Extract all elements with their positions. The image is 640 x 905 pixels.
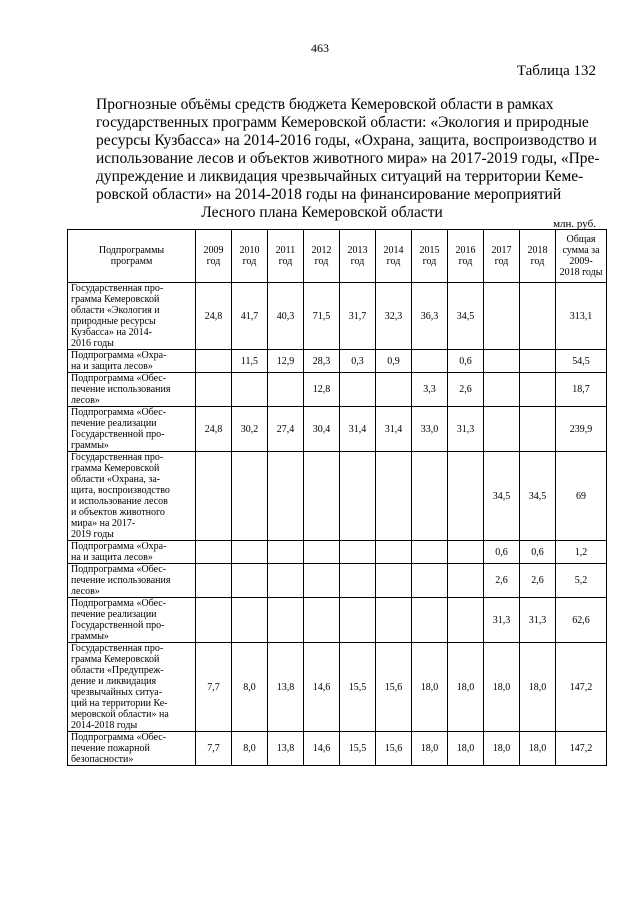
program-name-line: дение и ликвидация: [71, 676, 157, 687]
value-cell: 12,9: [268, 350, 304, 373]
program-name-line: природные ресурсы: [71, 316, 156, 327]
value-cell: [484, 283, 520, 350]
total-cell: 5,2: [556, 564, 607, 598]
value-cell: 13,8: [268, 732, 304, 766]
value-cell: 40,3: [268, 283, 304, 350]
value-cell: [340, 598, 376, 643]
total-cell: 54,5: [556, 350, 607, 373]
title-line: дупреждение и ликвидация чрезвычайных ситуаций на территории Кеме-: [96, 168, 584, 185]
value-cell: 18,0: [448, 643, 484, 732]
value-cell: [484, 373, 520, 407]
column-header-year: 2010 год: [232, 230, 268, 283]
column-header-year: 2017 год: [484, 230, 520, 283]
program-name-line: щита, воспроизводство: [71, 485, 170, 496]
program-name-cell: [68, 407, 196, 452]
value-cell: 0,6: [448, 350, 484, 373]
total-cell: 1,2: [556, 541, 607, 564]
program-name-line: граммы»: [71, 440, 109, 451]
program-name-line: грамма Кемеровской: [71, 294, 160, 305]
program-name-line: печение реализации: [71, 609, 157, 620]
program-name-line: Подпрограмма «Обес-: [71, 407, 167, 418]
value-cell: [232, 373, 268, 407]
value-cell: 8,0: [232, 643, 268, 732]
program-name-line: печение использования: [71, 384, 171, 395]
program-name-line: Подпрограмма «Охра-: [71, 541, 167, 552]
value-cell: 31,4: [340, 407, 376, 452]
program-name-line: 2014-2018 годы: [71, 720, 138, 731]
program-name-line: и использование лесов: [71, 496, 168, 507]
value-cell: [376, 598, 412, 643]
total-cell: 69: [556, 452, 607, 541]
program-name-line: граммы»: [71, 631, 109, 642]
value-cell: [520, 283, 556, 350]
column-header-year: 2014 год: [376, 230, 412, 283]
value-cell: 34,5: [520, 452, 556, 541]
value-cell: 13,8: [268, 643, 304, 732]
value-cell: 14,6: [304, 732, 340, 766]
value-cell: [376, 541, 412, 564]
value-cell: 0,6: [484, 541, 520, 564]
value-cell: [232, 452, 268, 541]
table-row: [68, 598, 607, 643]
value-cell: 31,7: [340, 283, 376, 350]
title-line: Прогнозные объёмы средств бюджета Кемеровской области в рамках: [96, 96, 554, 113]
value-cell: 30,2: [232, 407, 268, 452]
table-row: [68, 564, 607, 598]
total-cell: 18,7: [556, 373, 607, 407]
value-cell: 2,6: [448, 373, 484, 407]
value-cell: [520, 350, 556, 373]
value-cell: [340, 541, 376, 564]
value-cell: 31,3: [448, 407, 484, 452]
program-name-line: Государственная про-: [71, 643, 164, 654]
value-cell: 8,0: [232, 732, 268, 766]
program-name-cell: [68, 350, 196, 373]
program-name-line: грамма Кемеровской: [71, 463, 160, 474]
table-row: [68, 541, 607, 564]
column-header-year: 2011 год: [268, 230, 304, 283]
column-header-program: Подпрограммы программ: [68, 230, 196, 283]
program-name-line: печение реализации: [71, 418, 157, 429]
program-name-line: Государственная про-: [71, 283, 164, 294]
program-name-line: 2019 годы: [71, 529, 114, 540]
value-cell: [268, 452, 304, 541]
value-cell: 24,8: [196, 283, 232, 350]
total-cell: 147,2: [556, 732, 607, 766]
column-header-year: 2013 год: [340, 230, 376, 283]
value-cell: 33,0: [412, 407, 448, 452]
value-cell: [412, 452, 448, 541]
value-cell: 15,6: [376, 643, 412, 732]
value-cell: [196, 452, 232, 541]
value-cell: 34,5: [448, 283, 484, 350]
value-cell: [448, 541, 484, 564]
value-cell: [196, 350, 232, 373]
program-name-line: лесов»: [71, 395, 100, 406]
program-name-cell: [68, 598, 196, 643]
value-cell: 2,6: [484, 564, 520, 598]
column-header-year: 2018 год: [520, 230, 556, 283]
value-cell: 0,3: [340, 350, 376, 373]
document-title: [96, 96, 600, 222]
program-name-line: области «Предупреж-: [71, 665, 164, 676]
total-cell: 313,1: [556, 283, 607, 350]
value-cell: 2,6: [520, 564, 556, 598]
value-cell: [232, 598, 268, 643]
value-cell: [412, 541, 448, 564]
value-cell: [232, 541, 268, 564]
program-name-line: ций на территории Ке-: [71, 698, 168, 709]
program-name-line: Подпрограмма «Обес-: [71, 373, 167, 384]
program-name-line: на и защита лесов»: [71, 361, 153, 372]
program-name-line: на и защита лесов»: [71, 552, 153, 563]
value-cell: [376, 564, 412, 598]
value-cell: 71,5: [304, 283, 340, 350]
value-cell: [376, 373, 412, 407]
page-number: 463: [311, 41, 329, 55]
program-name-line: Кузбасса» на 2014-: [71, 327, 152, 338]
value-cell: [268, 598, 304, 643]
value-cell: [412, 350, 448, 373]
program-name-line: меровской области» на: [71, 709, 169, 720]
program-name-line: грамма Кемеровской: [71, 654, 160, 665]
value-cell: 12,8: [304, 373, 340, 407]
program-name-line: печение пожарной: [71, 743, 150, 754]
program-name-cell: [68, 564, 196, 598]
value-cell: 11,5: [232, 350, 268, 373]
value-cell: [304, 452, 340, 541]
table-header-row: [68, 230, 607, 283]
value-cell: 14,6: [304, 643, 340, 732]
budget-table: [67, 229, 607, 766]
table-body: [68, 283, 607, 766]
value-cell: 0,9: [376, 350, 412, 373]
value-cell: 7,7: [196, 732, 232, 766]
value-cell: [520, 407, 556, 452]
program-name-cell: [68, 541, 196, 564]
value-cell: [268, 373, 304, 407]
program-name-line: безопасности»: [71, 754, 134, 765]
value-cell: 27,4: [268, 407, 304, 452]
title-line: Лесного плана Кемеровской области: [201, 204, 443, 221]
value-cell: 18,0: [520, 732, 556, 766]
value-cell: 18,0: [484, 643, 520, 732]
value-cell: [196, 373, 232, 407]
value-cell: 15,5: [340, 643, 376, 732]
program-name-cell: [68, 452, 196, 541]
value-cell: [304, 541, 340, 564]
program-name-line: Подпрограмма «Обес-: [71, 598, 167, 609]
value-cell: [412, 598, 448, 643]
title-line: ресурсы Кузбасса» на 2014-2016 годы, «Охрана, защита, воспроизводство и: [96, 132, 597, 149]
value-cell: [304, 598, 340, 643]
program-name-line: Подпрограмма «Обес-: [71, 564, 167, 575]
value-cell: 18,0: [484, 732, 520, 766]
value-cell: 7,7: [196, 643, 232, 732]
total-cell: 62,6: [556, 598, 607, 643]
program-name-line: области «Экология и: [71, 305, 160, 316]
value-cell: 24,8: [196, 407, 232, 452]
program-name-line: области «Охрана, за-: [71, 474, 161, 485]
value-cell: [196, 598, 232, 643]
title-line: государственных программ Кемеровской области: «Экология и природные: [96, 114, 589, 131]
value-cell: 34,5: [484, 452, 520, 541]
value-cell: [340, 373, 376, 407]
value-cell: 18,0: [448, 732, 484, 766]
column-header-year: 2012 год: [304, 230, 340, 283]
program-name-line: чрезвычайных ситуа-: [71, 687, 163, 698]
table-label: Таблица 132: [516, 63, 596, 79]
value-cell: [268, 564, 304, 598]
program-name-line: 2016 годы: [71, 338, 114, 349]
total-cell: 239,9: [556, 407, 607, 452]
program-name-line: мира» на 2017-: [71, 518, 136, 529]
value-cell: [448, 564, 484, 598]
program-name-line: Государственная про-: [71, 452, 164, 463]
program-name-cell: [68, 373, 196, 407]
value-cell: [520, 373, 556, 407]
column-header-total: Общая сумма за 2009- 2018 годы: [556, 230, 607, 283]
value-cell: [448, 598, 484, 643]
table-row: [68, 732, 607, 766]
value-cell: [196, 541, 232, 564]
value-cell: [232, 564, 268, 598]
program-name-cell: [68, 732, 196, 766]
value-cell: 0,6: [520, 541, 556, 564]
value-cell: 31,4: [376, 407, 412, 452]
program-name-line: лесов»: [71, 586, 100, 597]
value-cell: [304, 564, 340, 598]
column-header-year: 2016 год: [448, 230, 484, 283]
total-cell: 147,2: [556, 643, 607, 732]
column-header-year: 2009 год: [196, 230, 232, 283]
table-row: [68, 283, 607, 350]
table-row: [68, 407, 607, 452]
table-row: [68, 452, 607, 541]
value-cell: [340, 564, 376, 598]
table-row: [68, 373, 607, 407]
value-cell: 18,0: [412, 643, 448, 732]
program-name-line: Подпрограмма «Охра-: [71, 350, 167, 361]
program-name-line: Государственной про-: [71, 429, 165, 440]
program-name-line: Подпрограмма «Обес-: [71, 732, 167, 743]
value-cell: [376, 452, 412, 541]
value-cell: [448, 452, 484, 541]
value-cell: [412, 564, 448, 598]
program-name-line: и объектов животного: [71, 507, 165, 518]
value-cell: 32,3: [376, 283, 412, 350]
value-cell: 15,6: [376, 732, 412, 766]
value-cell: 31,3: [520, 598, 556, 643]
program-name-line: печение использования: [71, 575, 171, 586]
value-cell: [484, 350, 520, 373]
table-row: [68, 350, 607, 373]
units-label: млн. руб.: [553, 218, 596, 230]
column-header-year: 2015 год: [412, 230, 448, 283]
value-cell: 30,4: [304, 407, 340, 452]
value-cell: 3,3: [412, 373, 448, 407]
value-cell: 36,3: [412, 283, 448, 350]
table-row: [68, 643, 607, 732]
title-line: использование лесов и объектов животного мира» на 2017-2019 годы, «Пре-: [96, 150, 600, 167]
value-cell: 41,7: [232, 283, 268, 350]
program-name-cell: [68, 643, 196, 732]
value-cell: 18,0: [520, 643, 556, 732]
value-cell: 15,5: [340, 732, 376, 766]
value-cell: 31,3: [484, 598, 520, 643]
title-line: ровской области» на 2014-2018 годы на финансирование мероприятий: [96, 186, 562, 203]
program-name-cell: [68, 283, 196, 350]
value-cell: 18,0: [412, 732, 448, 766]
program-name-line: Государственной про-: [71, 620, 165, 631]
value-cell: [484, 407, 520, 452]
value-cell: [196, 564, 232, 598]
value-cell: [340, 452, 376, 541]
value-cell: 28,3: [304, 350, 340, 373]
value-cell: [268, 541, 304, 564]
